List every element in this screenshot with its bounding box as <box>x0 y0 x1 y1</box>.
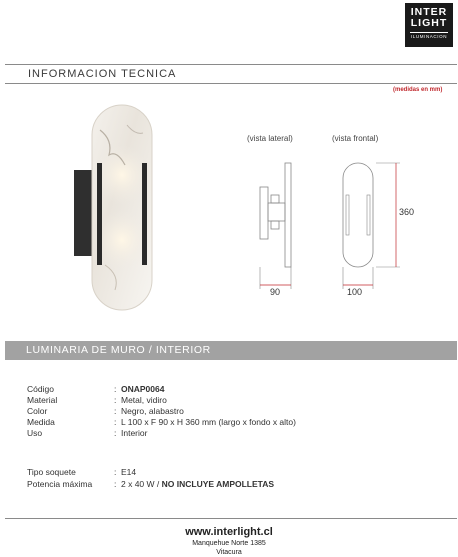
footer-address: Manquehue Norte 1385 <box>192 540 266 547</box>
spec-row <box>0 384 458 395</box>
spec-table-electrical <box>0 467 458 491</box>
spec-key: Material <box>27 395 58 405</box>
spec-colon: : <box>114 467 117 477</box>
product-image <box>65 95 175 325</box>
units-note: (medidas en mm) <box>393 87 443 93</box>
spec-key: Código <box>27 384 54 394</box>
spec-row <box>0 467 458 479</box>
spec-colon: : <box>114 384 117 394</box>
spec-row <box>0 417 458 428</box>
height-dimension: 360 <box>399 207 415 217</box>
footer-website-link[interactable]: www.interlight.cl <box>185 526 273 538</box>
power-value: 2 x 40 W <box>121 479 155 489</box>
spec-value: L 100 x F 90 x H 360 mm (largo x fondo x alto) <box>121 417 296 427</box>
logo-line-3: ILUMINACION <box>410 34 448 39</box>
spec-value: Interior <box>121 428 148 438</box>
product-category-band: LUMINARIA DE MURO / INTERIOR <box>5 341 457 360</box>
spec-key: Color <box>27 406 48 416</box>
lateral-view-label: (vista lateral) <box>247 134 293 143</box>
spec-colon: : <box>114 479 117 489</box>
spec-value: ONAP0064 <box>121 384 165 394</box>
frontal-view-label: (vista frontal) <box>332 134 379 143</box>
spec-colon: : <box>114 428 117 438</box>
spec-value: 2 x 40 W / NO INCLUYE AMPOLLETAS <box>121 479 275 489</box>
spec-row <box>0 406 458 417</box>
spec-row <box>0 479 458 491</box>
logo-line-1: INTER <box>410 6 448 18</box>
spec-colon: : <box>114 417 117 427</box>
spec-key: Potencia máxima <box>27 479 93 489</box>
top-divider <box>5 64 457 65</box>
spec-row <box>0 395 458 406</box>
spec-value: Metal, vidiro <box>121 395 167 405</box>
logo-line-2: LIGHT <box>410 17 448 29</box>
width-dimension: 100 <box>347 287 363 297</box>
section-title: INFORMACION TECNICA <box>28 68 177 80</box>
depth-dimension: 90 <box>270 287 281 297</box>
spec-value: E14 <box>121 467 137 477</box>
spec-colon: : <box>114 395 117 405</box>
bulbs-note: NO INCLUYE AMPOLLETAS <box>161 479 275 489</box>
spec-row <box>0 428 458 439</box>
spec-key: Tipo soquete <box>27 467 76 477</box>
lateral-view-drawing <box>255 155 300 295</box>
section-divider <box>5 83 457 84</box>
spec-colon: : <box>114 406 117 416</box>
footer-city: Vitacura <box>216 549 242 556</box>
footer-divider <box>5 518 457 519</box>
spec-table <box>0 384 458 439</box>
brand-logo <box>405 3 453 47</box>
spec-value: Negro, alabastro <box>121 406 184 416</box>
spec-key: Medida <box>27 417 55 427</box>
frontal-view-drawing <box>338 155 408 295</box>
spec-key: Uso <box>27 428 43 438</box>
